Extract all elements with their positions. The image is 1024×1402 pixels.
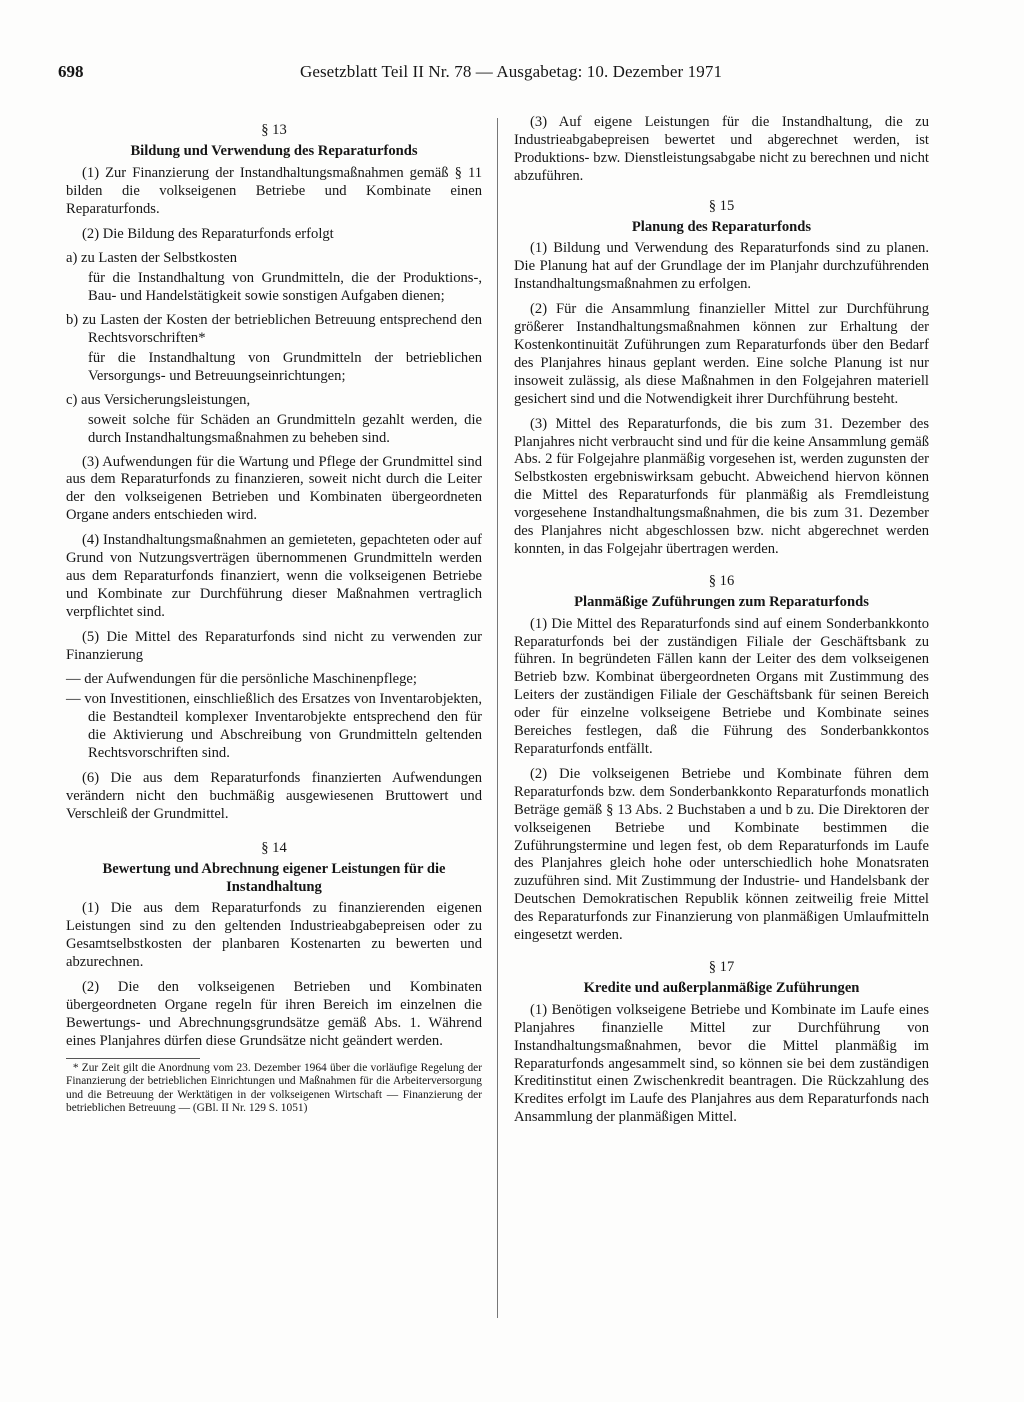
section-17-number: § 17 — [708, 958, 735, 975]
paragraph: (3) Auf eigene Leistungen für die Instandhaltung, die zu Industrieabgabepreisen bewertet und abgerechnet werden, ist Produktions- bzw. Dienstleistungsabgabe nicht zu berechnen und nicht abzuführen. — [514, 114, 929, 184]
section-16-number: § 16 — [708, 572, 735, 589]
paragraph: (1) Zur Finanzierung der Instandhaltungsmaßnahmen gemäß § 11 bilden die volkseigenen Betriebe und Kombinate einen Reparaturfonds. — [66, 164, 482, 217]
paragraph: (3) Mittel des Reparaturfonds, die bis zum 31. Dezember des Planjahres nicht verbraucht sind und für die keine Ansammlung gemäß Abs. 2 für Folgejahre planmäßig vorgesehen ist, werden zugunsten der Selbstkosten ergebniswirksam gebucht. Abweichend hiervon können die Mittel des Reparaturfonds für planmäßig als Fremdleistung vorgesehene Instandhaltungsmaßnahmen, die bis zum 31. Dezember des Planjahres nicht abgeschlossen bzw. nicht abgerechnet werden konnten, in das Folgejahr übertragen werden. — [514, 415, 929, 557]
paragraph: (2) Die volkseigenen Betriebe und Kombinate führen dem Reparaturfonds bzw. dem Sonderbankkonto Reparaturfonds monatlich Beträge gemäß § 13 Abs. 2 Buchstaben a und b zu. Die Direktoren der volkseigenen Betriebe und Kombinate bestimmen die Zuführungstermine und legen fest, ob dem Reparaturfonds im Laufe des Planjahres gleich hohe oder unterschiedlich hohe Monatsraten zuzuführen sind. Mit Zustimmung der Industrie- und Handelsbank der Deutschen Demokratischen Republik können zeitweilig freie Mittel des Reparaturfonds zur Finanzierung von planmäßigen Umlaufmitteln eingesetzt werden. — [514, 765, 929, 944]
left-column — [66, 114, 482, 1115]
list-item-label: b) zu Lasten der Kosten der betrieblichen Betreuung entsprechend den Rechtsvorschriften* — [66, 312, 482, 347]
section-13-number: § 13 — [261, 122, 287, 138]
list-item-text: für die Instandhaltung von Grundmitteln der betrieblichen Versorgungs- und Betreuungseinrichtungen; — [88, 349, 482, 384]
list-item-text: für die Instandhaltung von Grundmitteln, die der Produktions-, Bau- und Handelstätigkeit sowie sonstigen Aufgaben dienen; — [88, 270, 482, 305]
paragraph: (2) Die Bildung des Reparaturfonds erfolgt — [82, 225, 334, 242]
paragraph: (2) Für die Ansammlung finanzieller Mittel zur Durchführung größerer Instandhaltungsmaßnahmen können zur Erhaltung der Kostenkontinuität Zuführungen zum Reparaturfonds über den Bedarf des Planjahres hinaus geplant werden. Eine solche Planung ist nur insoweit zulässig, als diese Maßnahmen in den Folgejahren materiell gesichert sind und die Notwendigkeit ihrer Durchführung besteht. — [514, 301, 929, 407]
paragraph: (2) Die den volkseigenen Betrieben und Kombinaten übergeordneten Organe regeln für ihren Bereich im einzelnen die Bewertungs- und Abrechnungsgrundsätze gemäß Abs. 1. Während eines Planjahres dürfen diese Grundsätze nicht geändert werden. — [66, 979, 482, 1049]
section-15-number: § 15 — [708, 197, 735, 214]
section-15-title: Planung des Reparaturfonds — [631, 218, 812, 235]
list-item-text: soweit solche für Schäden an Grundmitteln gezahlt werden, die durch Instandhaltungsmaßnahmen zu beheben sind. — [88, 411, 482, 446]
paragraph: (1) Benötigen volkseigene Betriebe und Kombinate im Laufe eines Planjahres finanzielle Mittel zur Durchführung von Instandhaltungsmaßnahmen, bevor die Mittel planmäßig im Reparaturfonds angesammelt sind, so können sie bei dem zuständigen Kreditinstitut einen Zwischenkredit beantragen. Die Rückzahlung des Kredites erfolgt im Laufe des Planjahres aus dem Reparaturfonds nach Ansammlung der planmäßigen Mittel. — [514, 1001, 929, 1126]
page-number: 698 — [58, 62, 84, 81]
dash-item: — von Investitionen, einschließlich des Ersatzes von Inventarobjekten, die Bestandteil komplexer Inventarobjekte entsprechend den für die Aktivierung und Abschreibung von Grundmitteln geltenden Rechtsvorschriften sind. — [66, 691, 482, 762]
section-14-title: Bewertung und Abrechnung eigener Leistungen für die Instandhaltung — [102, 860, 446, 895]
paragraph: (1) Bildung und Verwendung des Reparaturfonds sind zu planen. Die Planung hat auf der Grundlage der im Planjahr durchzuführenden Instandhaltungsmaßnahmen zu erfolgen. — [514, 240, 929, 293]
paragraph: (6) Die aus dem Reparaturfonds finanzierten Aufwendungen verändern nicht den buchmäßig ausgewiesenen Bruttowert und Verschleiß der Grundmittel. — [66, 770, 482, 822]
dash-item: — der Aufwendungen für die persönliche Maschinenpflege; — [66, 671, 417, 688]
paragraph: (1) Die Mittel des Reparaturfonds sind auf einem Sonderbankkonto Reparaturfonds bei der zuständigen Filiale der Geschäftsbank zu führen. In begründeten Fällen kann der Leiter des dem volkseigenen Betrieb bzw. Kombinat übergeordneten Organs mit Zustimmung des Leiters der zuständigen Filiale der Geschäftsbank für seinen Bereich oder für einzelne volkseigene Betriebe und Kombinate seines Bereiches festlegen, daß die Führung des Sonderbankkontos Reparaturfonds entfällt. — [514, 615, 929, 757]
list-item-label: a) zu Lasten der Selbstkosten — [66, 250, 238, 267]
footnote: * Zur Zeit gilt die Anordnung vom 23. Dezember 1964 über die vorläufige Regelung der Finanzierung der betrieblichen Einrichtungen und Maßnahmen für die Arbeiterversorgung und die Betreuung der Werktätigen in der volkseigenen Wirtschaft — Finanzierung der betrieblichen Betreuung — (GBl. II Nr. 129 S. 1051) — [66, 1061, 482, 1114]
paragraph: (1) Die aus dem Reparaturfonds zu finanzierenden eigenen Leistungen sind zu den geltenden Industrieabgabepreisen oder zu Gesamtselbstkosten der planbaren Kostenarten zu bewerten und abzurechnen. — [66, 900, 482, 971]
paragraph: (5) Die Mittel des Reparaturfonds sind nicht zu verwenden zur Finanzierung — [66, 628, 482, 663]
column-divider — [497, 118, 498, 1318]
section-16-title: Planmäßige Zuführungen zum Reparaturfonds — [574, 593, 869, 610]
gazette-title: Gesetzblatt Teil II Nr. 78 — Ausgabetag: 10. Dezember 1971 — [299, 62, 723, 81]
section-17-title: Kredite und außerplanmäßige Zuführungen — [583, 979, 860, 996]
section-14-number: § 14 — [261, 839, 287, 856]
page-header — [58, 62, 964, 86]
paragraph: (3) Aufwendungen für die Wartung und Pflege der Grundmittel sind aus dem Reparaturfonds zu finanzieren, soweit nicht durch die Leiter der den volkseigenen Betrieben und Kombinaten übergeordneten Organe anders entschieden wird. — [66, 453, 482, 524]
right-column — [514, 114, 929, 1134]
list-item-label: c) aus Versicherungsleistungen, — [66, 391, 251, 408]
section-13-title: Bildung und Verwendung des Reparaturfonds — [130, 142, 418, 159]
paragraph: (4) Instandhaltungsmaßnahmen an gemieteten, gepachteten oder auf Grund von Nutzungsverträgen übernommenen Grundmitteln werden aus dem Reparaturfonds finanziert, wenn die volkseigenen Betriebe und Kombinate zur Durchführung dieser Maßnahmen vertraglich verpflichtet sind. — [66, 532, 482, 620]
